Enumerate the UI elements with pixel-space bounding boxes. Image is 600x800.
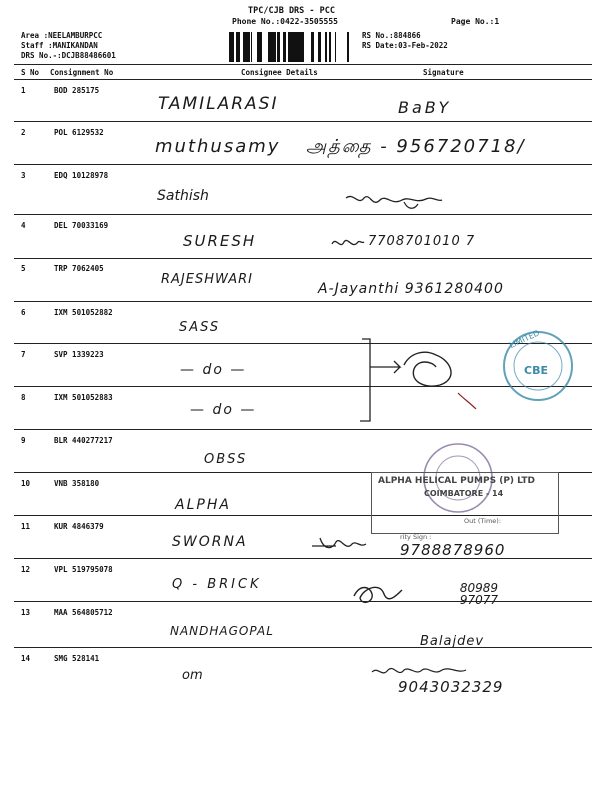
row-divider xyxy=(14,601,592,602)
barcode-bar xyxy=(273,32,276,62)
row-consignee-hand: — do — xyxy=(190,402,257,418)
header-staff: Staff :MANIKANDAN xyxy=(21,41,98,50)
row-consignment: DEL 70033169 xyxy=(54,221,109,230)
signature-scribble xyxy=(350,576,410,610)
row-divider xyxy=(14,121,592,122)
barcode-bar xyxy=(318,32,321,62)
signature-scribble xyxy=(330,234,366,252)
header-phone: Phone No.:0422-3505555 xyxy=(232,17,338,26)
header-area: Area :NEELAMBURPCC xyxy=(21,31,103,40)
row-consignee-hand: OBSS xyxy=(204,452,248,467)
row-sno: 14 xyxy=(21,654,31,663)
row-sno: 5 xyxy=(21,264,26,273)
header-rule-bottom xyxy=(14,79,592,80)
col-consignment: Consignment No xyxy=(50,68,114,77)
barcode-bar xyxy=(251,32,252,62)
barcode-bar xyxy=(330,32,331,62)
row-consignment: SMG 528141 xyxy=(54,654,100,663)
header-title: TPC/CJB DRS - PCC xyxy=(248,6,335,16)
barcode-bar xyxy=(231,32,233,62)
barcode-bar xyxy=(302,32,304,62)
row-sno: 3 xyxy=(21,171,26,180)
row-consignment: VPL 519795078 xyxy=(54,565,113,574)
row-signature-hand: Balajdev xyxy=(420,634,485,649)
row-sno: 9 xyxy=(21,436,26,445)
row-consignment: POL 6129532 xyxy=(54,128,104,137)
row-consignee-hand: muthusamy xyxy=(155,136,281,157)
row-sno: 13 xyxy=(21,608,31,617)
barcode-bar xyxy=(259,32,260,62)
barcode-bar xyxy=(260,32,262,62)
row-signature-hand: 9043032329 xyxy=(398,678,504,696)
header-page: Page No.:1 xyxy=(451,17,500,26)
barcode-bar xyxy=(233,32,234,62)
row-divider xyxy=(14,258,592,259)
row-consignment: KUR 4846379 xyxy=(54,522,104,531)
row-consignee-hand: RAJESHWARI xyxy=(161,272,253,287)
barcode-bar xyxy=(277,32,280,62)
row-consignee-hand: SURESH xyxy=(183,232,257,250)
row-consignee-hand: Q - BRICK xyxy=(172,577,262,592)
alpha-stamp-sign: rity Sign : xyxy=(400,533,432,541)
barcode-bar xyxy=(297,32,300,62)
row-sno: 7 xyxy=(21,350,26,359)
barcode-bar xyxy=(290,32,293,62)
row-consignee-hand: Sathish xyxy=(157,188,209,204)
col-signature: Signature xyxy=(423,68,464,77)
alpha-stamp-name: ALPHA HELICAL PUMPS (P) LTD xyxy=(378,476,536,486)
barcode-bar xyxy=(296,32,297,62)
signature-scribble xyxy=(344,190,444,212)
row-consignee-hand: TAMILARASI xyxy=(158,94,279,114)
barcode-bar xyxy=(243,32,245,62)
barcode-bar xyxy=(300,32,302,62)
barcode-bar xyxy=(311,32,314,62)
row-consignment: IXM 501052883 xyxy=(54,393,113,402)
barcode-bar xyxy=(268,32,270,62)
row-divider xyxy=(14,164,592,165)
row-consignee-hand: — do — xyxy=(180,362,247,378)
row-sno: 12 xyxy=(21,565,31,574)
barcode-bar xyxy=(270,32,273,62)
row-divider xyxy=(14,647,592,648)
row-sno: 8 xyxy=(21,393,26,402)
row-divider xyxy=(14,301,592,302)
alpha-stamp-city: COIMBATORE - 14 xyxy=(424,489,504,498)
row-sno: 6 xyxy=(21,308,26,317)
circular-stamp xyxy=(480,328,590,408)
col-sno: S No xyxy=(21,68,40,77)
row-consignment: TRP 7062405 xyxy=(54,264,104,273)
barcode-bar xyxy=(245,32,248,62)
row-consignment: IXM 501052882 xyxy=(54,308,113,317)
row-consignee-hand: ALPHA xyxy=(175,497,231,513)
header-rule-top xyxy=(14,64,592,65)
barcode-bar xyxy=(325,32,327,62)
barcode-bar xyxy=(335,32,336,62)
row-divider xyxy=(14,558,592,559)
row-consignee-hand: SWORNA xyxy=(172,534,248,550)
barcode xyxy=(229,32,351,62)
row-signature-hand: 80989 97077 xyxy=(459,581,498,607)
row-consignee-hand: SASS xyxy=(179,320,221,335)
barcode-bar xyxy=(239,32,240,62)
row-signature-hand: BaBY xyxy=(398,98,452,117)
col-consignee: Consignee Details xyxy=(241,68,318,77)
row-sno: 2 xyxy=(21,128,26,137)
barcode-bar xyxy=(236,32,239,62)
row-sno: 10 xyxy=(21,479,31,488)
row-consignment: BLR 440277217 xyxy=(54,436,113,445)
bracket-signature xyxy=(340,335,480,425)
row-consignment: VNB 358180 xyxy=(54,479,100,488)
row-signature-hand: 9788878960 xyxy=(400,541,506,559)
barcode-bar xyxy=(229,32,231,62)
row-sno: 11 xyxy=(21,522,31,531)
row-signature-hand: 7708701010 7 xyxy=(368,234,476,249)
alpha-stamp-out: Out (Time): xyxy=(464,517,502,525)
barcode-bar xyxy=(293,32,296,62)
row-consignee-hand: om xyxy=(182,668,203,683)
barcode-bar xyxy=(248,32,250,62)
row-consignment: SVP 1339223 xyxy=(54,350,104,359)
header-rs-no: RS No.:884866 xyxy=(362,31,421,40)
barcode-bar xyxy=(347,32,349,62)
circular-stamp-code: CBE xyxy=(524,364,548,377)
row-consignee-hand: NANDHAGOPAL xyxy=(170,624,274,638)
header-rs-date: RS Date:03-Feb-2022 xyxy=(362,41,448,50)
row-sno: 1 xyxy=(21,86,26,95)
row-sno: 4 xyxy=(21,221,26,230)
row-consignment: BOD 285175 xyxy=(54,86,100,95)
barcode-bar xyxy=(329,32,330,62)
circular-stamp-text: LIMITED xyxy=(507,328,541,351)
alpha-stamp xyxy=(371,472,559,541)
signature-scribble xyxy=(310,534,370,554)
barcode-bar xyxy=(283,32,286,62)
row-consignment: EDQ 10128978 xyxy=(54,171,109,180)
barcode-bar xyxy=(288,32,290,62)
barcode-bar xyxy=(257,32,259,62)
row-signature-hand: A-Jayanthi 9361280400 xyxy=(318,281,504,297)
row-divider xyxy=(14,214,592,215)
header-drs: DRS No.-:DCJB88486601 xyxy=(21,51,116,60)
row-consignment: MAA 564805712 xyxy=(54,608,113,617)
row-divider xyxy=(14,429,592,430)
row-signature-hand: அத்தை - 956720718/ xyxy=(306,136,526,157)
